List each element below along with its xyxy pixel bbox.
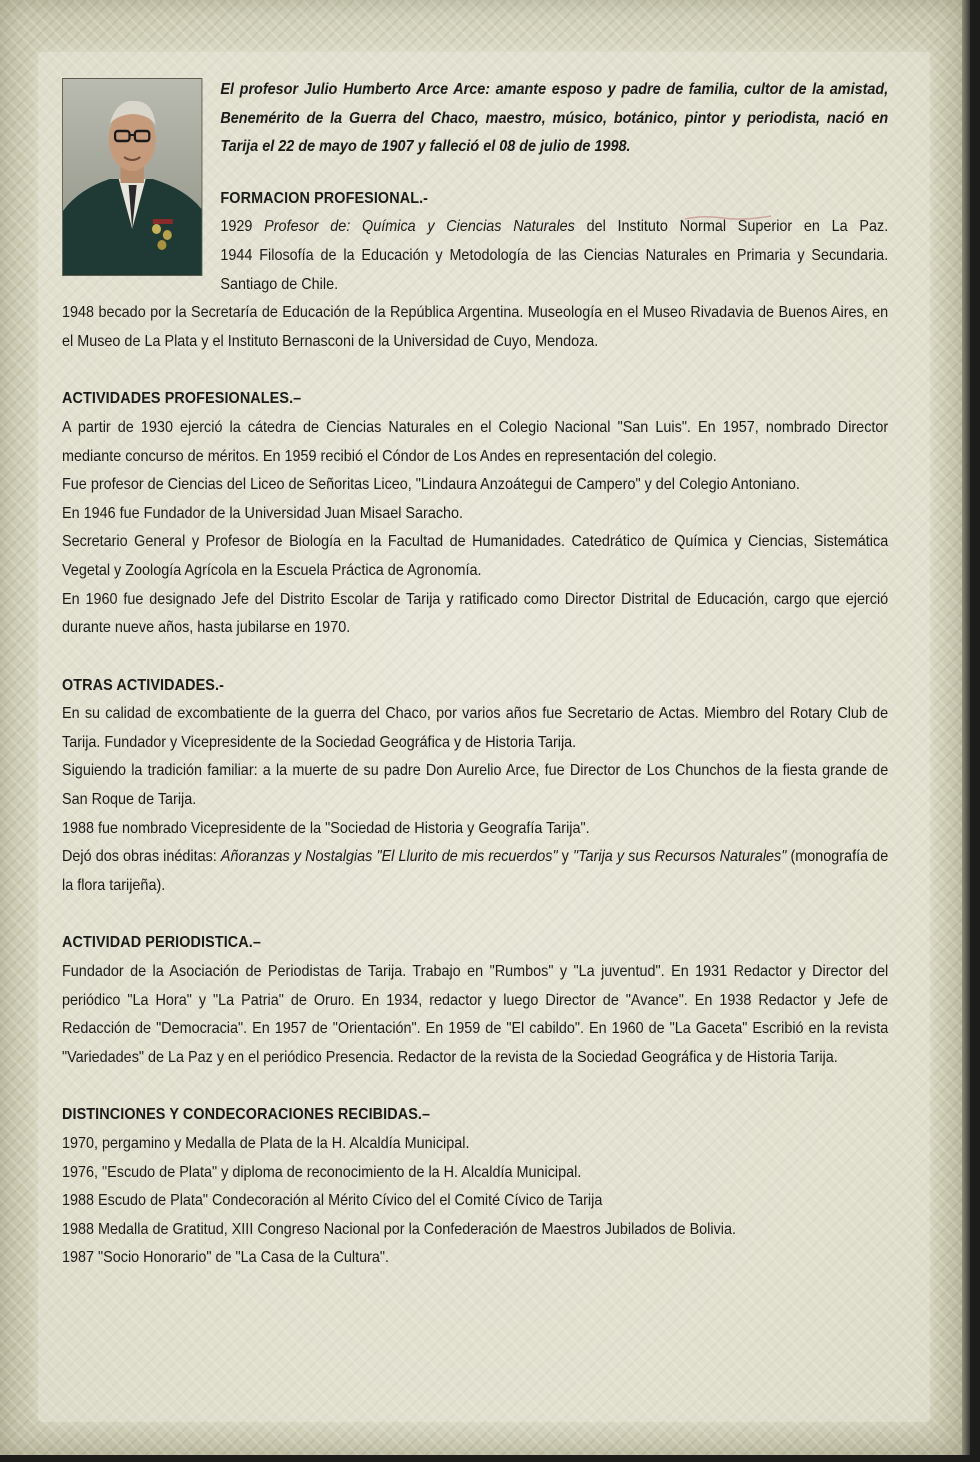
distincion-item: 1976, "Escudo de Plata" y diploma de reconocimiento de la H. Alcaldía Municipal. (62, 1163, 582, 1181)
heading-otras: OTRAS ACTIVIDADES.- (62, 676, 224, 694)
section-otras (62, 672, 888, 901)
actividades-p5: En 1960 fue designado Jefe del Distrito Escolar de Tarija y ratificado como Director Distrital de Educación, cargo que ejerció durante nueve años, hasta jubilarse en 1970. (62, 590, 889, 637)
otras-p4: Dejó dos obras inéditas: Añoranzas y Nostalgias "El Llurito de mis recuerdos" y "Tarija y sus Recursos Naturales" (monografía de la flora tarijeña). (62, 848, 889, 894)
section-actividades (62, 385, 888, 642)
intro-paragraph: El profesor Julio Humberto Arce Arce: amante esposo y padre de familia, cultor de la amistad, Benemérito de la Guerra del Chaco, maestro, músico, botánico, pintor y periodista, nació en Tarija el 22 de mayo de 1907 y falleció el 08 de julio de 1998. (220, 81, 889, 156)
actividades-p2: Fue profesor de Ciencias del Liceo de Señoritas Liceo, "Lindaura Anzoátegui de Campero" y del Colegio Antoniano. (62, 476, 800, 494)
formacion-p2: 1944 Filosofía de la Educación y Metodología de las Ciencias Naturales en Primaria y Secundaria. Santiago de Chile. (220, 246, 889, 293)
otras-p1: En su calidad de excombatiente de la guerra del Chaco, por varios años fue Secretario de Actas. Miembro del Rotary Club de Tarija. Fundador y Vicepresidente de la Sociedad Geográfica y de Historia Tarija. (62, 705, 889, 751)
section-distinciones (62, 1101, 888, 1273)
actividades-p1: A partir de 1930 ejerció la cátedra de Ciencias Naturales en el Colegio Nacional "San Luis". En 1957, nombrado Director mediante concurso de méritos. En 1959 recibió el Cóndor de Los Andes en representación del colegio. (62, 418, 889, 465)
spine-edge (962, 0, 970, 1455)
distincion-item: 1988 Escudo de Plata" Condecoración al Mérito Cívico del el Comité Cívico de Tarija (62, 1192, 603, 1210)
actividades-p4: Secretario General y Profesor de Biología en la Facultad de Humanidades. Catedrático de Química y Ciencias, Sistemática Vegetal y Zoología Agrícola en la Escuela Práctica de Agronomía. (62, 533, 889, 579)
heading-actividades: ACTIVIDADES PROFESIONALES.– (62, 390, 302, 408)
section-periodistica (62, 929, 888, 1072)
biography-text (62, 76, 888, 1273)
heading-distinciones: DISTINCIONES Y CONDECORACIONES RECIBIDAS.– (62, 1106, 431, 1124)
formacion-p3: 1948 becado por la Secretaría de Educación de la República Argentina. Museología en el Museo Rivadavia de Buenos Aires, en el Museo de La Plata y el Instituto Bernasconi de la Universidad de Cuyo, Mendoza. (62, 304, 889, 350)
formacion-p1: 1929 Profesor de: Química y Ciencias Naturales del Instituto Normal Superior en La Paz. (220, 218, 889, 236)
periodistica-p1: Fundador de la Asociación de Periodistas de Tarija. Trabajo en "Rumbos" y "La juventud". En 1931 Redactor y Director del periódico "La Hora" y "La Patria" de Oruro. En 1934, redactor y luego Director de "Avance". En 1938 Redactor y Jefe de Redacción de "Democracia". En 1957 de "Orientación". En 1959 de "El cabildo". En 1960 de "La Gaceta" Escribió en la revista "Variedades" de La Paz y en el periódico Presencia. Redactor de la revista de la Sociedad Geográfica y de Historia Tarija. (62, 963, 889, 1066)
distincion-item: 1988 Medalla de Gratitud, XIII Congreso Nacional por la Confederación de Maestros Jubilados de Bolivia. (62, 1220, 736, 1238)
distincion-item: 1987 "Socio Honorario" de "La Casa de la Cultura". (62, 1249, 390, 1267)
heading-formacion: FORMACION PROFESIONAL.- (220, 189, 429, 207)
author-portrait-photo (62, 78, 202, 276)
otras-p2: Siguiendo la tradición familiar: a la muerte de su padre Don Aurelio Arce, fue Director de Los Chunchos de la fiesta grande de San Roque de Tarija. (62, 762, 889, 809)
otras-p3: 1988 fue nombrado Vicepresidente de la "Sociedad de Historia y Geografía Tarija". (62, 819, 590, 837)
heading-periodistica: ACTIVIDAD PERIODISTICA.– (62, 934, 261, 952)
distincion-item: 1970, pergamino y Medalla de Plata de la H. Alcaldía Municipal. (62, 1135, 470, 1152)
actividades-p3: En 1946 fue Fundador de la Universidad Juan Misael Saracho. (62, 504, 464, 522)
